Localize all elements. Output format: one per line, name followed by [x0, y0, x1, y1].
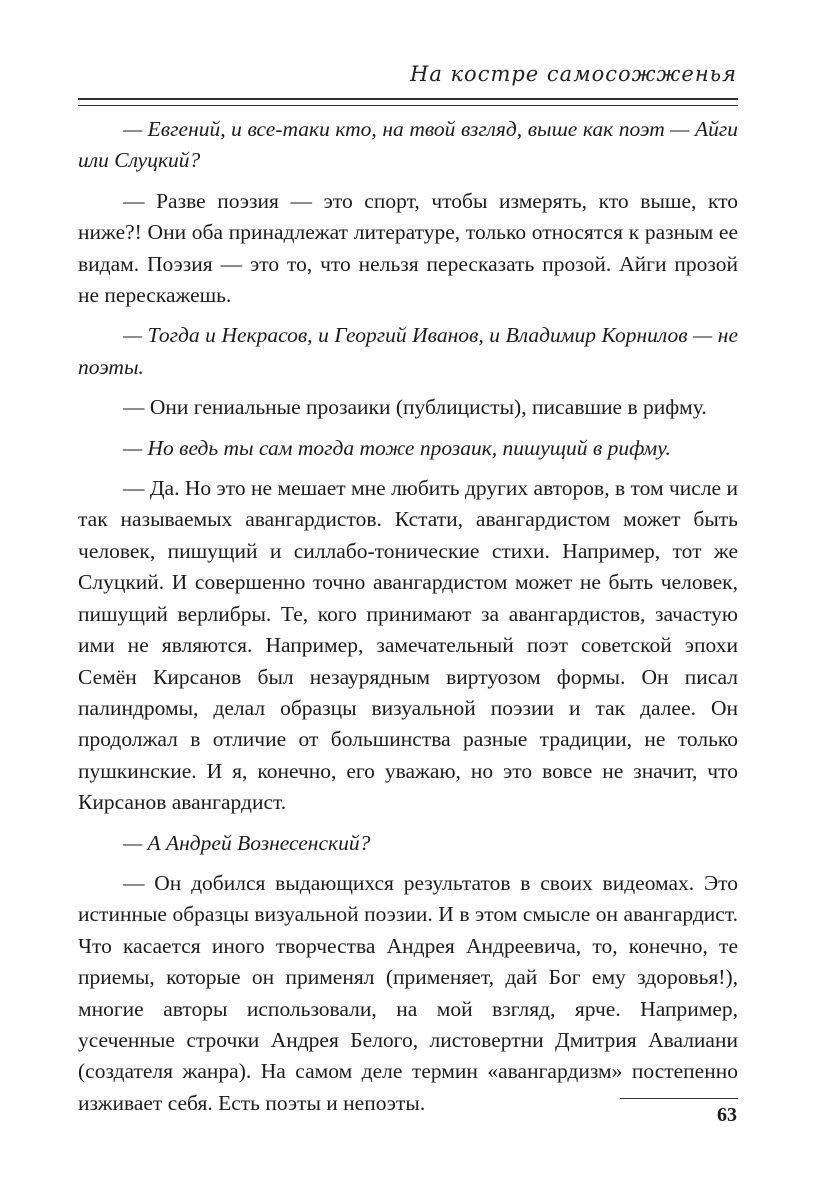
question-paragraph: — А Андрей Вознесенский?	[123, 830, 371, 855]
answer-paragraph: — Они гениальные прозаики (публицисты), писавшие в рифму.	[123, 395, 707, 420]
header-rule	[78, 98, 738, 106]
answer-paragraph: — Да. Но это не мешает мне любить других авторов, в том числе и так называемых авангардистов. Кстати, авангардистом может быть человек, пишущий и силлабо-тонические стихи. Например, тот же Слуцкий. И совершенно точно авангардистом может не быть человек, пишущий верлибры. Те, кого принимают за авангардистов, зачастую ими не являются. Например, замечательный поэт советской эпохи Семён Кирсанов был незаурядным виртуозом формы. Он писал палиндромы, делал образцы визуальной поэзии и так далее. Он продолжал в отличие от большинства разные традиции, не только пушкинские. И я, конечно, его уважаю, но это вовсе не значит, что Кирсанов авангардист.	[78, 476, 738, 815]
body-text	[78, 114, 738, 1128]
question-paragraph: — Тогда и Некрасов, и Георгий Иванов, и Владимир Корнилов — не поэты.	[78, 323, 738, 379]
answer-paragraph: — Он добился выдающихся результатов в своих видеомах. Это истинные образцы визуальной поэзии. И в этом смысле он авангардист. Что касается иного творчества Андрея Андреевича, то, конечно, те приемы, которые он применял (применяет, дай Бог ему здоровья!), многие авторы использовали, на мой взгляд, ярче. Например, усеченные строчки Андрея Белого, листовертни Дмитрия Авалиани (создателя жанра). На самом деле термин «авангардизм» постепенно изживает себя. Есть поэты и непоэты.	[78, 870, 738, 1115]
question-paragraph: — Евгений, и все-таки кто, на твой взгляд, выше как поэт — Айги или Слуцкий?	[78, 117, 738, 173]
answer-paragraph: — Разве поэзия — это спорт, чтобы измерять, кто выше, кто ниже?! Они оба принадлежат литературе, только относятся к разным ее видам. Поэзия — это то, что нельзя пересказать прозой. Айги прозой не перескажешь.	[78, 188, 738, 308]
running-head: На костре самосожженья	[410, 62, 737, 86]
page-number: 63	[717, 1104, 737, 1126]
question-paragraph: — Но ведь ты сам тогда тоже прозаик, пишущий в рифму.	[123, 435, 671, 460]
footer-rule	[620, 1098, 738, 1099]
